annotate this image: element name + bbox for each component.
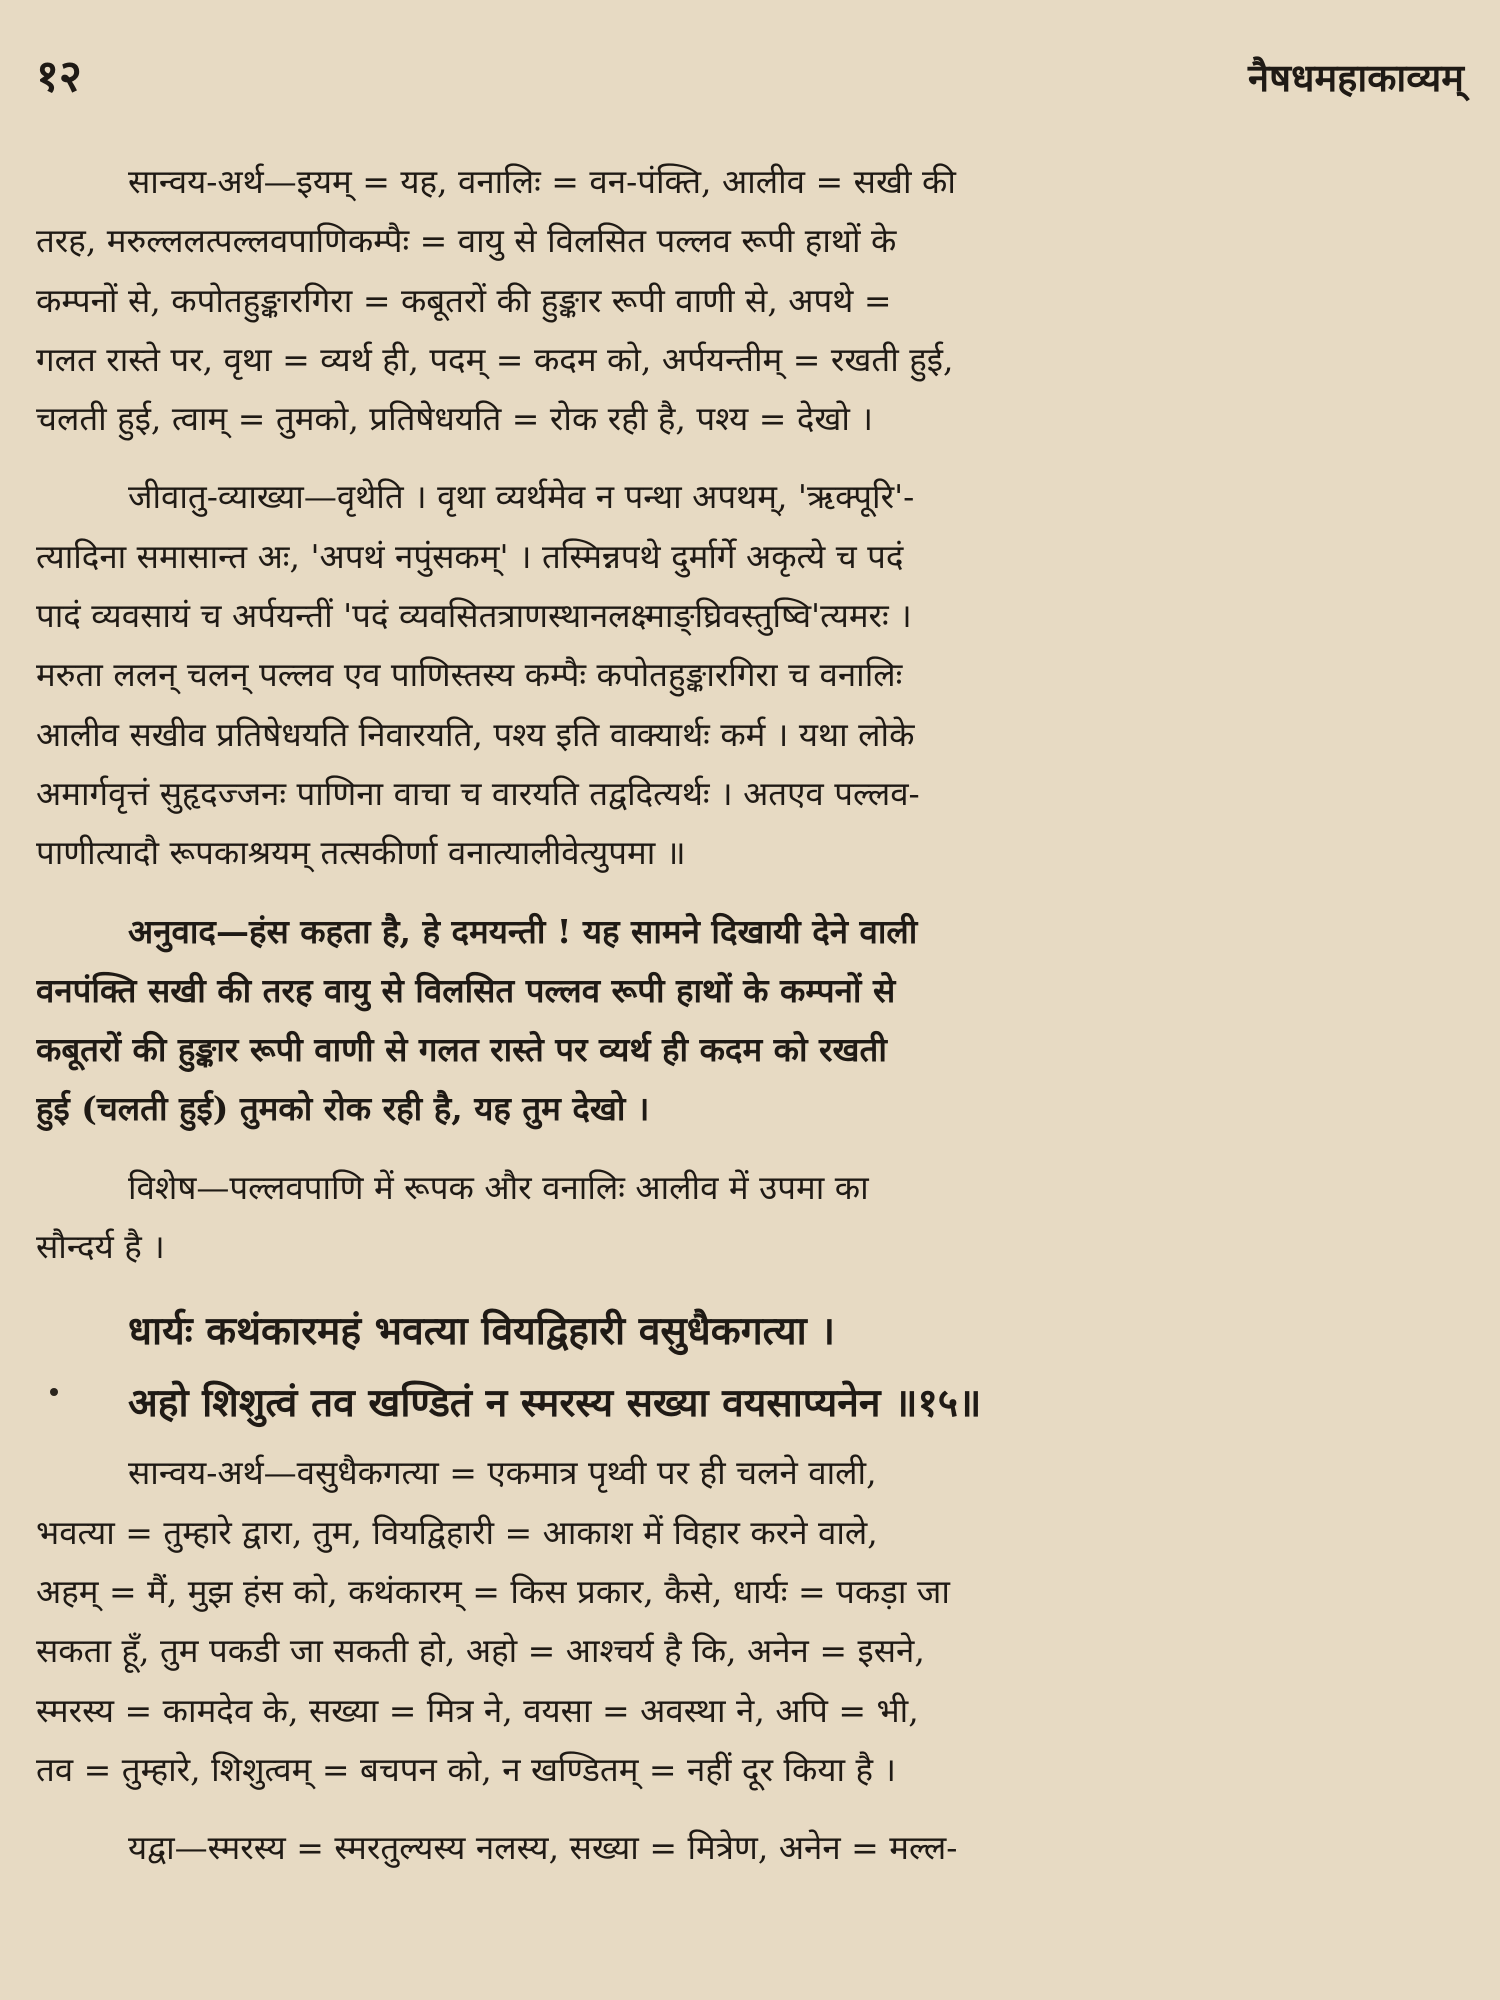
text-line: वनपंक्ति सखी की तरह वायु से विलसित पल्लव रूपी हाथों के कम्पनों से — [36, 970, 896, 1010]
text-line: जीवातु-व्याख्या—वृथेति । वृथा व्यर्थमेव न पन्था अपथम्, 'ऋक्पूरि'- — [128, 477, 915, 517]
anuvad-paragraph — [36, 902, 1464, 1139]
text-line: गलत रास्ते पर, वृथा = व्यर्थ ही, पदम् = कदम को, अर्पयन्तीम् = रखती हुई, — [36, 339, 954, 379]
margin-dot — [50, 1388, 58, 1396]
text-line: सान्वय-अर्थ—इयम् = यह, वनालिः = वन-पंक्ति, आलीव = सखी की — [128, 162, 956, 201]
text-line: सौन्दर्य है । — [36, 1227, 165, 1267]
shloka-15 — [36, 1295, 1464, 1439]
text-line: त्यादिना समासान्त अः, 'अपथं नपुंसकम्' । तस्मिन्नपथे दुर्मार्गे अकृत्ये च पदं — [36, 536, 904, 576]
anvaya-artha-paragraph-2 — [36, 1443, 1464, 1799]
page-header — [36, 44, 1464, 104]
text-line: अमार्गवृत्तं सुहृदज्जनः पाणिना वाचा च वारयति तद्वदित्यर्थः । अतएव पल्लव- — [36, 773, 920, 813]
text-line: पाणीत्यादौ रूपकाश्रयम् तत्सकीर्णा वनात्यालीवेत्युपमा ॥ — [36, 833, 686, 873]
text-line: चलती हुई, त्वाम् = तुमको, प्रतिषेधयति = रोक रही है, पश्य = देखो । — [36, 399, 873, 439]
text-line: अनुवाद—हंस कहता है, हे दमयन्ती ! यह सामने दिखायी देने वाली — [128, 911, 918, 951]
text-line: अहम् = मैं, मुझ हंस को, कथंकारम् = किस प्रकार, कैसे, धार्यः = पकड़ा जा — [36, 1571, 950, 1611]
text-line: सकता हूँ, तुम पकडी जा सकती हो, अहो = आश्चर्य है कि, अनेन = इसने, — [36, 1631, 925, 1671]
verse-line: धार्यः कथंकारमहं भवत्या वियद्विहारी वसुधैकगत्या । — [128, 1308, 836, 1355]
text-line: कम्पनों से, कपोतहुङ्कारगिरा = कबूतरों की हुङ्कार रूपी वाणी से, अपथे = — [36, 280, 892, 320]
jivatu-vyakhya-paragraph — [36, 467, 1464, 882]
text-line: हुई (चलती हुई) तुमको रोक रही है, यह तुम देखो । — [36, 1089, 650, 1129]
vishesh-paragraph — [36, 1158, 1464, 1277]
text-line: तरह, मरुल्ललत्पल्लवपाणिकम्पैः = वायु से विलसित पल्लव रूपी हाथों के — [36, 221, 897, 261]
text-line: पादं व्यवसायं च अर्पयन्तीं 'पदं व्यवसितत्राणस्थानलक्ष्माङ्घ्रिवस्तुष्वि'त्यमरः । — [36, 596, 912, 636]
verse-line: अहो शिशुत्वं तव खण्डितं न स्मरस्य सख्या वयसाप्यनेन ॥१५॥ — [128, 1380, 982, 1427]
running-title: नैषधमहाकाव्यम् — [1248, 55, 1464, 100]
text-line: भवत्या = तुम्हारे द्वारा, तुम, वियद्विहारी = आकाश में विहार करने वाले, — [36, 1512, 878, 1552]
anvaya-artha-paragraph — [36, 152, 1464, 448]
page-number: १२ — [36, 51, 82, 102]
text-line: स्मरस्य = कामदेव के, सख्या = मित्र ने, वयसा = अवस्था ने, अपि = भी, — [36, 1690, 919, 1730]
text-line: तव = तुम्हारे, शिशुत्वम् = बचपन को, न खण्डितम् = नहीं दूर किया है । — [36, 1749, 897, 1789]
text-line: आलीव सखीव प्रतिषेधयति निवारयति, पश्य इति वाक्यार्थः कर्म । यथा लोके — [36, 714, 915, 754]
text-line: सान्वय-अर्थ—वसुधैकगत्या = एकमात्र पृथ्वी पर ही चलने वाली, — [128, 1453, 877, 1493]
text-line: मरुता ललन् चलन् पल्लव एव पाणिस्तस्य कम्पैः कपोतहुङ्कारगिरा च वनालिः — [36, 655, 903, 695]
text-line: विशेष—पल्लवपाणि में रूपक और वनालिः आलीव में उपमा का — [128, 1167, 869, 1207]
yadva-paragraph — [36, 1818, 1464, 1877]
text-line: कबूतरों की हुङ्कार रूपी वाणी से गलत रास्ते पर व्यर्थ ही कदम को रखती — [36, 1030, 887, 1070]
text-line: यद्वा—स्मरस्य = स्मरतुल्यस्य नलस्य, सख्या = मित्रेण, अनेन = मल्ल- — [128, 1828, 958, 1868]
